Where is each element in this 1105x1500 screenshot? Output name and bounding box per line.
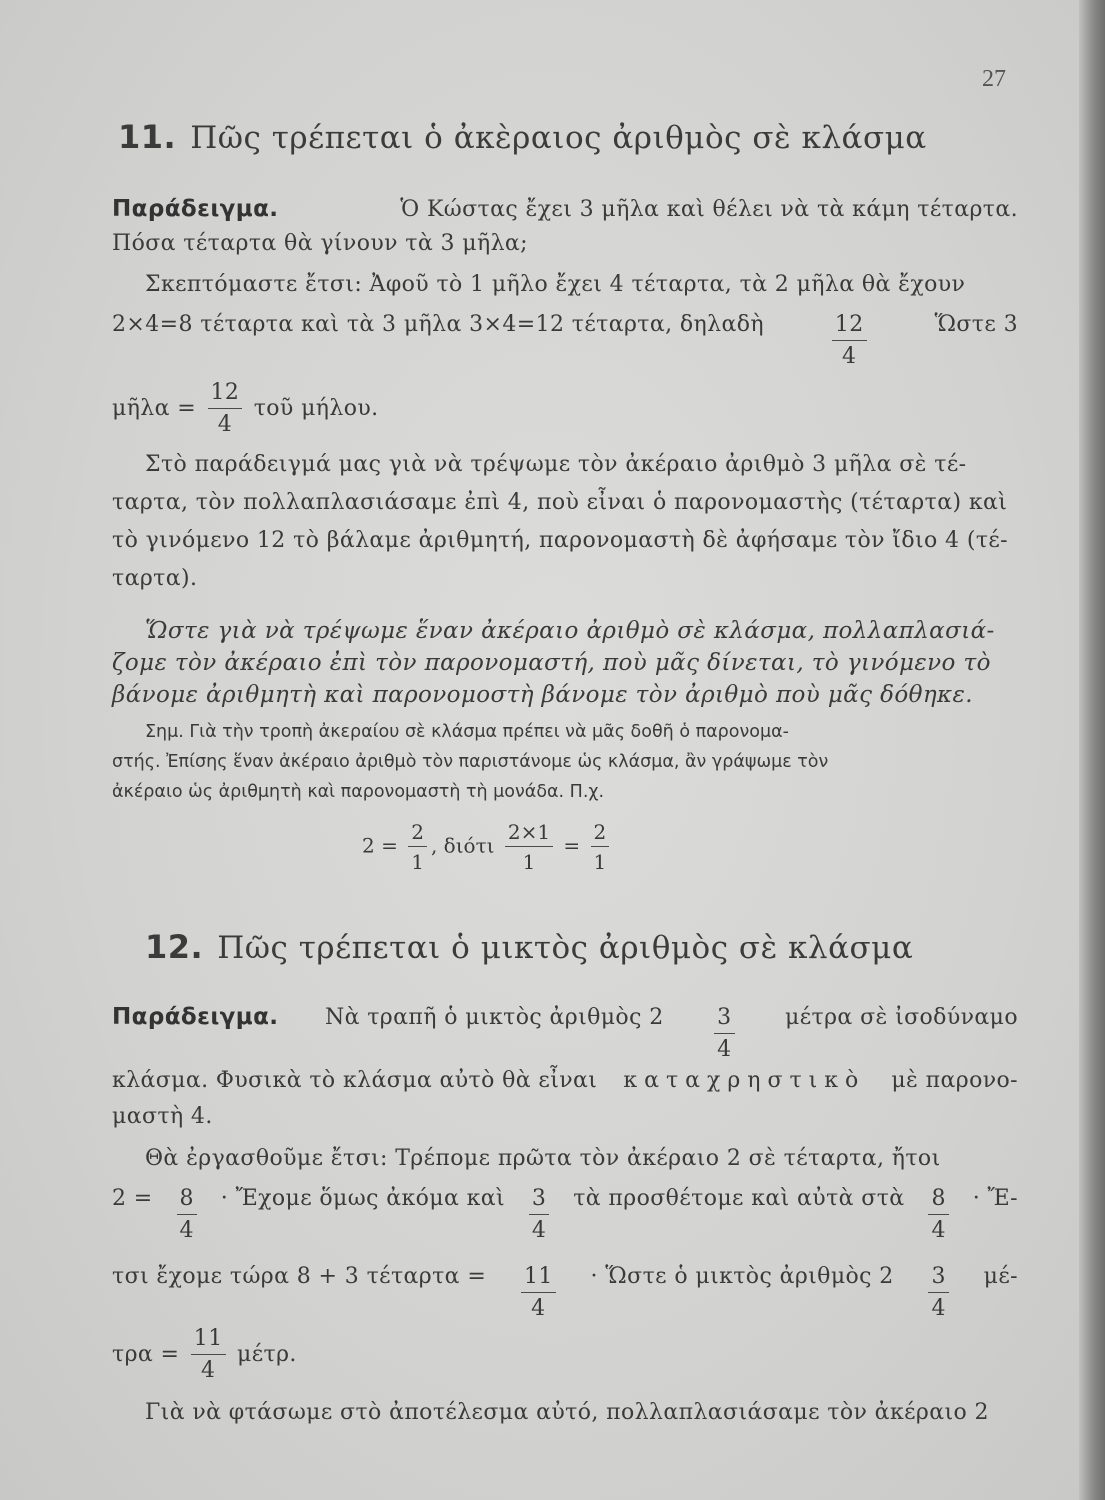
denominator: 1 bbox=[411, 850, 424, 874]
denominator: 4 bbox=[217, 412, 233, 437]
s11-p2-line-1: Στὸ παράδειγμά μας γιὰ νὰ τρέψωμε τὸν ἀκέραιο ἀριθμὸ 3 μῆλα σὲ τέ- bbox=[145, 452, 967, 477]
s11-p2-line-2: ταρτα, τὸν πολλαπλασιάσαμε ἐπὶ 4, ποὺ εἶναι ὁ παρονομαστὴς (τέταρτα) καὶ bbox=[112, 490, 1008, 515]
s11-line-1 bbox=[112, 196, 1018, 222]
rule-line-3: βάνομε ἀριθμητὴ καὶ παρονομοστὴ βάνομε τὸν ἀριθμὸ ποὺ μᾶς δόθηκε. bbox=[112, 682, 973, 708]
s12-line-2 bbox=[112, 1068, 1018, 1093]
text: τοῦ μήλου. bbox=[253, 396, 379, 421]
fraction bbox=[529, 1188, 549, 1242]
note-line-3: ἀκέραιο ὡς ἀριθμητὴ καὶ παρονομαστὴ τὴ μονάδα. Π.χ. bbox=[112, 782, 605, 802]
fraction bbox=[177, 1188, 197, 1242]
numerator: 11 bbox=[521, 1266, 556, 1293]
note-line-2: στής. Ἐπίσης ἕναν ἀκέραιο ἀριθμὸ τὸν παριστάνομε ὡς κλάσμα, ἂν γράψωμε τὸν bbox=[112, 752, 829, 772]
numerator: 12 bbox=[208, 382, 243, 409]
text: 2 = bbox=[362, 833, 398, 858]
text: Ὥστε 3 bbox=[934, 312, 1018, 337]
section-title: Πῶς τρέπεται ὁ ἀκὲραιος ἀριθμὸς σὲ κλάσμα bbox=[190, 120, 927, 156]
fraction-12-4 bbox=[208, 382, 243, 436]
s12-line-6 bbox=[112, 1264, 1018, 1320]
text: τσι ἔχομε τώρα 8 + 3 τέταρτα = bbox=[112, 1264, 487, 1289]
s11-line-4 bbox=[112, 312, 1018, 368]
denominator: 4 bbox=[179, 1218, 194, 1243]
numerator: 8 bbox=[928, 1188, 948, 1215]
s12-line-7 bbox=[112, 1328, 297, 1382]
rule-line-2: ζομε τὸν ἀκέραιο ἐπὶ τὸν παρονομαστή, ποὺ μᾶς δίνεται, τὸ γινόμενο τὸ bbox=[112, 650, 991, 676]
numerator: 3 bbox=[928, 1266, 948, 1293]
page-number: 27 bbox=[982, 66, 1006, 92]
section-11-heading bbox=[118, 118, 927, 156]
denominator: 4 bbox=[200, 1358, 216, 1383]
denominator: 4 bbox=[531, 1218, 547, 1243]
example-label: Παράδειγμα. bbox=[112, 1004, 279, 1030]
fraction-12-4 bbox=[832, 314, 867, 368]
numerator: 8 bbox=[177, 1188, 197, 1215]
text: μέ- bbox=[983, 1264, 1018, 1289]
denominator: 4 bbox=[531, 1296, 546, 1321]
section-number: 11. bbox=[118, 118, 177, 156]
numerator: 3 bbox=[714, 1007, 734, 1034]
page-edge-shadow bbox=[1079, 0, 1105, 1500]
s12-line-3: μαστὴ 4. bbox=[112, 1104, 213, 1129]
denominator: 4 bbox=[717, 1037, 732, 1062]
text: κλάσμα. Φυσικὰ τὸ κλάσμα αὐτὸ θὰ εἶναι bbox=[112, 1068, 598, 1093]
fraction bbox=[521, 1266, 556, 1320]
s11-line-2: Πόσα τέταρτα θὰ γίνουν τὰ 3 μῆλα; bbox=[112, 231, 528, 256]
example-equation bbox=[362, 822, 613, 872]
s11-p2-line-4: ταρτα). bbox=[112, 566, 198, 591]
text: · Ἔ- bbox=[972, 1186, 1018, 1211]
s12-line-8: Γιὰ νὰ φτάσωμε στὸ ἀποτέλεσμα αὐτό, πολλαπλασιάσαμε τὸν ἀκέραιο 2 bbox=[145, 1400, 989, 1425]
text: μέτρα σὲ ἰσοδύναμο bbox=[785, 1005, 1018, 1030]
text: μὲ παρονο- bbox=[891, 1068, 1018, 1093]
section-title: Πῶς τρέπεται ὁ μικτὸς ἀριθμὸς σὲ κλάσμα bbox=[217, 930, 914, 966]
fraction bbox=[191, 1328, 226, 1382]
numerator: 2 bbox=[408, 822, 427, 847]
s12-line-5 bbox=[112, 1186, 1018, 1242]
denominator: 1 bbox=[522, 850, 536, 874]
numerator: 11 bbox=[191, 1328, 226, 1355]
fraction bbox=[505, 822, 553, 872]
text: τρα = bbox=[112, 1342, 180, 1367]
fraction bbox=[408, 822, 427, 872]
rule-line-1: Ὥστε γιὰ νὰ τρέψωμε ἕναν ἀκέραιο ἀριθμὸ σὲ κλάσμα, πολλαπλασιά- bbox=[145, 618, 995, 644]
denominator: 4 bbox=[931, 1218, 946, 1243]
fraction bbox=[928, 1266, 948, 1320]
text: μέτρ. bbox=[237, 1342, 297, 1367]
text: 2 = bbox=[112, 1186, 153, 1211]
text: · Ὥστε ὁ μικτὸς ἀριθμὸς 2 bbox=[590, 1264, 894, 1289]
text: 2⨯4=8 τέταρτα καὶ τὰ 3 μῆλα 3⨯4=12 τέταρτα, δηλαδὴ bbox=[112, 312, 764, 337]
section-12-heading bbox=[145, 928, 913, 966]
text: τὰ προσθέτομε καὶ αὐτὰ στὰ bbox=[573, 1186, 905, 1211]
s12-line-1 bbox=[112, 1004, 1018, 1061]
text: Νὰ τραπῆ ὁ μικτὸς ἀριθμὸς 2 bbox=[324, 1005, 664, 1030]
denominator: 4 bbox=[931, 1296, 946, 1321]
spaced-term: καταχρηστικὸ bbox=[623, 1068, 866, 1093]
note-line-1: Σημ. Γιὰ τὴν τροπὴ ἀκεραίου σὲ κλάσμα πρέπει νὰ μᾶς δοθῆ ὁ παρονομα- bbox=[145, 722, 789, 742]
text: μῆλα = bbox=[112, 396, 197, 421]
denominator: 4 bbox=[842, 344, 857, 369]
numerator: 3 bbox=[529, 1188, 549, 1215]
text: = bbox=[563, 833, 581, 858]
fraction bbox=[591, 822, 610, 872]
numerator: 2 bbox=[591, 822, 610, 847]
s12-line-4: Θὰ ἐργασθοῦμε ἔτσι: Τρέπομε πρῶτα τὸν ἀκέραιο 2 σὲ τέταρτα, ἤτοι bbox=[145, 1146, 941, 1171]
numerator: 12 bbox=[832, 314, 867, 341]
example-label: Παράδειγμα. bbox=[112, 196, 279, 222]
fraction bbox=[714, 1007, 734, 1061]
s11-line-3: Σκεπτόμαστε ἔτσι: Ἀφοῦ τὸ 1 μῆλο ἔχει 4 τέταρτα, τὰ 2 μῆλα θὰ ἔχουν bbox=[145, 272, 966, 297]
s11-line-5 bbox=[112, 382, 379, 436]
text: Ὁ Κώστας ἔχει 3 μῆλα καὶ θέλει νὰ τὰ κάμη τέταρτα. bbox=[400, 197, 1018, 222]
s11-p2-line-3: τὸ γινόμενο 12 τὸ βάλαμε ἀριθμητή, παρονομαστὴ δὲ ἀφήσαμε τὸν ἴδιο 4 (τέ- bbox=[112, 528, 1009, 553]
denominator: 1 bbox=[593, 850, 607, 874]
fraction bbox=[928, 1188, 948, 1242]
text: · Ἔχομε ὅμως ἀκόμα καὶ bbox=[220, 1186, 506, 1211]
section-number: 12. bbox=[145, 928, 204, 966]
numerator: 2⨯1 bbox=[505, 822, 553, 847]
text: , διότι bbox=[430, 833, 495, 858]
